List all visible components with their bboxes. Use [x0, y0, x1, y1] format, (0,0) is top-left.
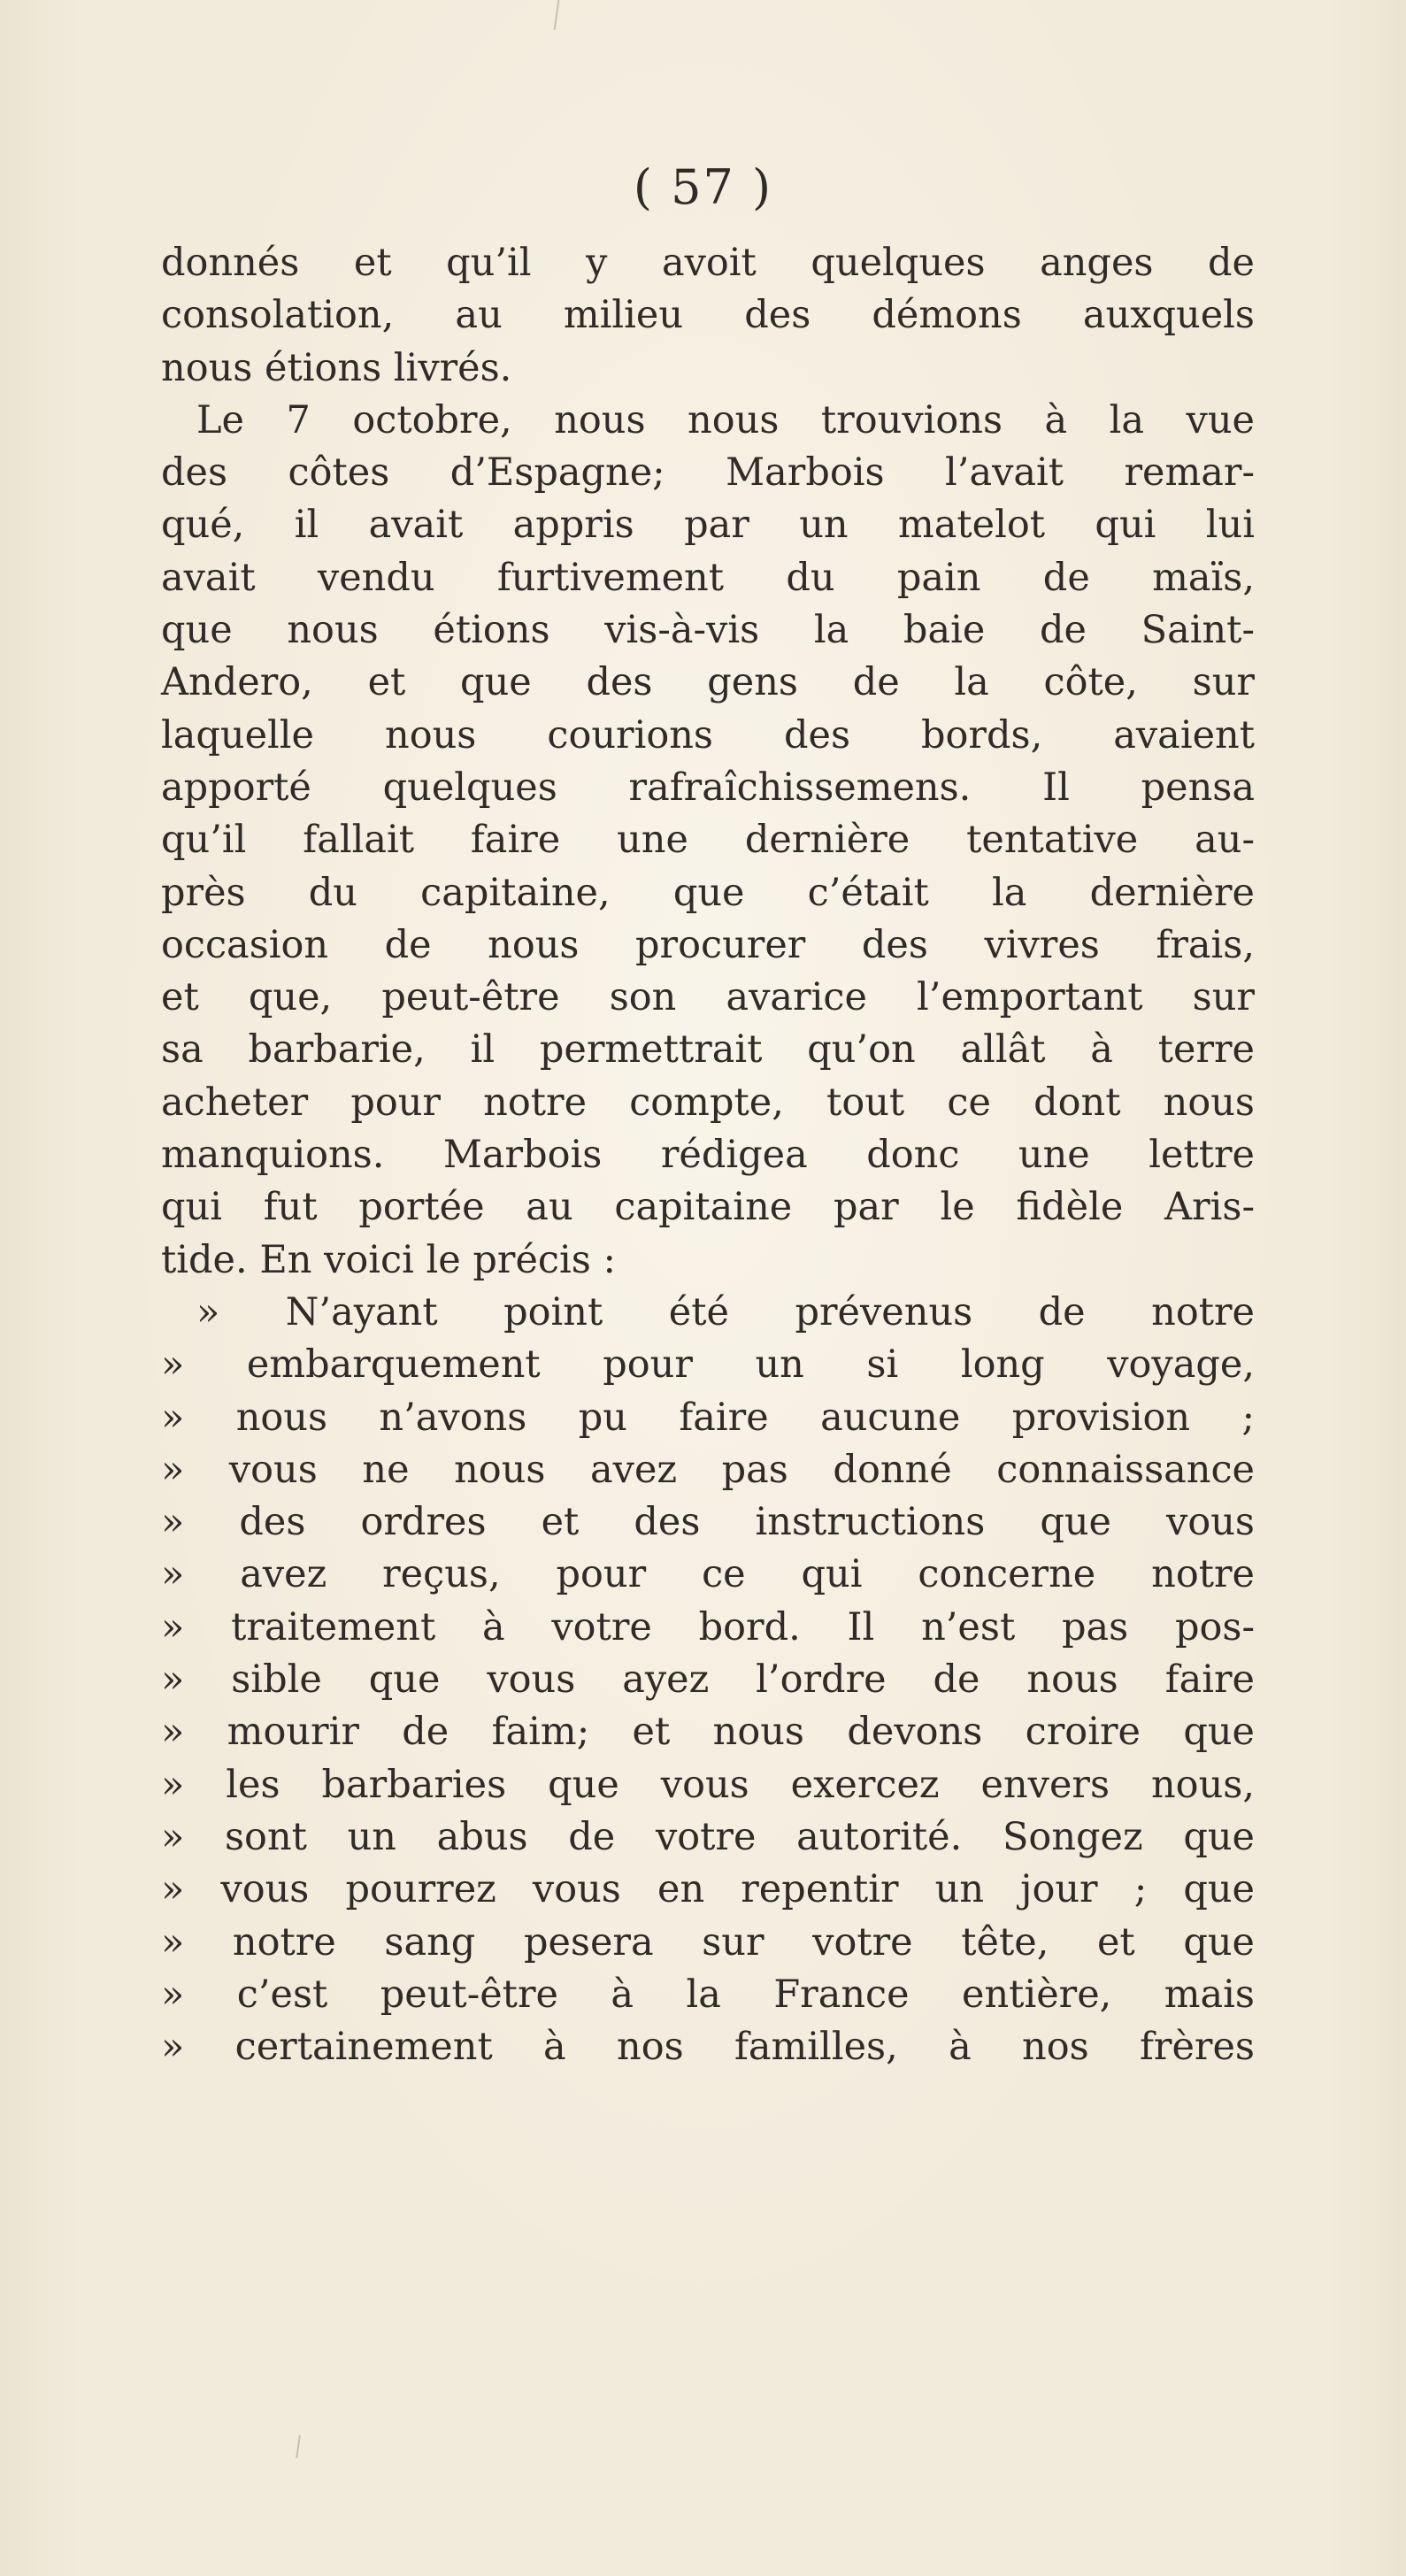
quote-line: » mourir de faim; et nous devons croire que: [161, 1710, 1255, 1755]
quote-line: » les barbaries que vous exercez envers nous,: [161, 1762, 1255, 1807]
quote-line: » vous pourrez vous en repentir un jour ; que: [161, 1867, 1255, 1912]
text-line: et que, peut-être son avarice l’emportant sur: [161, 975, 1255, 1020]
text-line: Andero, et que des gens de la côte, sur: [161, 660, 1255, 705]
text-line: sa barbarie, il permettrait qu’on allât à terre: [161, 1027, 1255, 1073]
paper-blemish: [296, 2435, 301, 2458]
body-text: [161, 237, 1255, 2073]
text-line: laquelle nous courions des bords, avaient: [161, 712, 1255, 757]
page-number: ( 57 ): [633, 159, 773, 215]
text-line: qué, il avait appris par un matelot qui lui: [161, 503, 1255, 548]
quote-line: » des ordres et des instructions que vous: [161, 1500, 1255, 1545]
paper-blemish: [554, 0, 560, 30]
quote-line: » traitement à votre bord. Il n’est pas pos-: [161, 1604, 1255, 1649]
text-line: consolation, au milieu des démons auxquels: [161, 293, 1255, 338]
text-line: que nous étions vis-à-vis la baie de Saint-: [161, 608, 1255, 653]
text-line: nous étions livrés.: [161, 345, 512, 390]
text-line: des côtes d’Espagne; Marbois l’avait remar-: [161, 450, 1255, 496]
quote-line: » N’ayant point été prévenus de notre: [196, 1289, 1255, 1334]
quote-line: » notre sang pesera sur votre tête, et que: [161, 1919, 1255, 1965]
quote-line: » avez reçus, pour ce qui concerne notre: [161, 1552, 1255, 1597]
text-line: Le 7 octobre, nous nous trouvions à la vue: [196, 397, 1255, 442]
text-line: tide. En voici le précis :: [161, 1237, 616, 1282]
text-line: avait vendu furtivement du pain de maïs,: [161, 555, 1255, 600]
text-line: apporté quelques rafraîchissemens. Il pensa: [161, 765, 1255, 810]
text-line: occasion de nous procurer des vivres frais,: [161, 922, 1255, 967]
text-line: près du capitaine, que c’était la dernière: [161, 870, 1255, 915]
text-line: manquions. Marbois rédigea donc une lettre: [161, 1133, 1255, 1178]
quote-line: » sont un abus de votre autorité. Songez que: [161, 1814, 1255, 1859]
text-line: qui fut portée au capitaine par le fidèle Aris-: [161, 1185, 1255, 1230]
quote-line: » embarquement pour un si long voyage,: [161, 1342, 1255, 1388]
quote-line: » sible que vous ayez l’ordre de nous faire: [161, 1657, 1255, 1703]
quote-line: » certainement à nos familles, à nos frères: [161, 2025, 1255, 2070]
text-line: acheter pour notre compte, tout ce dont nous: [161, 1080, 1255, 1125]
quote-line: » vous ne nous avez pas donné connaissance: [161, 1447, 1255, 1492]
text-line: donnés et qu’il y avoit quelques anges de: [161, 241, 1255, 285]
text-line: qu’il fallait faire une dernière tentative au-: [161, 818, 1255, 863]
quote-line: » nous n’avons pu faire aucune provision ;: [161, 1395, 1255, 1440]
quote-line: » c’est peut-être à la France entière, mais: [161, 1972, 1255, 2017]
